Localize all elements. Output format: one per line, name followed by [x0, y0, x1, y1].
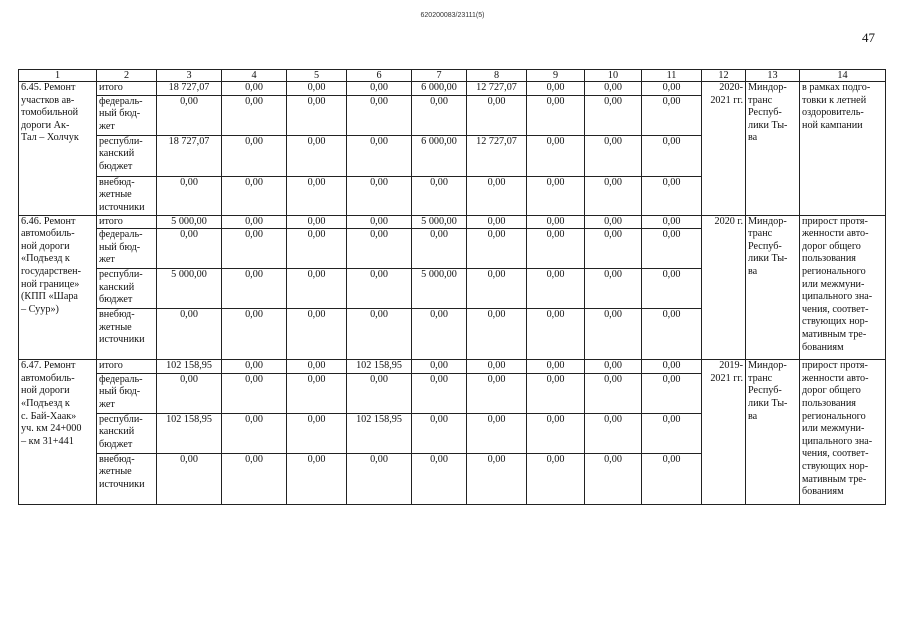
- amount-cell: 0,00: [287, 135, 347, 176]
- amount-cell: 0,00: [222, 413, 287, 453]
- implementation-period: 2019- 2021 гг.: [702, 360, 746, 505]
- amount-cell: 5 000,00: [412, 269, 467, 309]
- amount-cell: 0,00: [527, 453, 585, 504]
- column-header: 9: [527, 70, 585, 82]
- amount-cell: 0,00: [412, 309, 467, 360]
- amount-cell: 0,00: [222, 373, 287, 413]
- amount-cell: 0,00: [412, 229, 467, 269]
- amount-cell: 0,00: [467, 360, 527, 374]
- amount-cell: 0,00: [287, 95, 347, 135]
- column-header: 6: [347, 70, 412, 82]
- amount-cell: 0,00: [412, 176, 467, 215]
- amount-cell: 0,00: [347, 176, 412, 215]
- expected-result: прирост протя- женности авто- дорог общего пользования регионального или межмуни- ципального зна- чения, соответ- ствующих нор- мативным тре- бованиям: [800, 360, 886, 505]
- page-number: 47: [862, 30, 875, 45]
- amount-cell: 0,00: [157, 95, 222, 135]
- amount-cell: 0,00: [347, 135, 412, 176]
- amount-cell: 0,00: [527, 95, 585, 135]
- funding-source: республи- канский бюджет: [97, 269, 157, 309]
- amount-cell: 0,00: [585, 176, 642, 215]
- amount-cell: 0,00: [157, 373, 222, 413]
- amount-cell: 12 727,07: [467, 135, 527, 176]
- amount-cell: 5 000,00: [157, 269, 222, 309]
- amount-cell: 0,00: [467, 229, 527, 269]
- amount-cell: 0,00: [642, 309, 702, 360]
- amount-cell: 102 158,95: [157, 360, 222, 374]
- amount-cell: 5 000,00: [412, 215, 467, 229]
- amount-cell: 0,00: [467, 453, 527, 504]
- column-header: 14: [800, 70, 886, 82]
- expected-result: в рамках подго- товки к летней оздоровитель- ной кампании: [800, 82, 886, 216]
- amount-cell: 0,00: [412, 95, 467, 135]
- amount-cell: 0,00: [287, 373, 347, 413]
- amount-cell: 0,00: [347, 215, 412, 229]
- amount-cell: 5 000,00: [157, 215, 222, 229]
- amount-cell: 0,00: [585, 360, 642, 374]
- amount-cell: 0,00: [527, 229, 585, 269]
- measure-title: 6.47. Ремонт автомобиль- ной дороги «Подъезд к с. Бай-Хаак» уч. км 24+000 – км 31+441: [19, 360, 97, 505]
- measure-title: 6.45. Ремонт участков ав- томобильной дороги Ак- Тал – Холчук: [19, 82, 97, 216]
- table-row: [19, 360, 886, 374]
- amount-cell: 0,00: [642, 135, 702, 176]
- amount-cell: 0,00: [157, 176, 222, 215]
- amount-cell: 0,00: [585, 453, 642, 504]
- table-row: [19, 82, 886, 96]
- amount-cell: 0,00: [287, 309, 347, 360]
- amount-cell: 0,00: [642, 215, 702, 229]
- funding-source: федераль- ный бюд- жет: [97, 373, 157, 413]
- amount-cell: 0,00: [585, 309, 642, 360]
- amount-cell: 0,00: [347, 229, 412, 269]
- amount-cell: 0,00: [527, 413, 585, 453]
- implementation-period: 2020 г.: [702, 215, 746, 360]
- amount-cell: 0,00: [527, 373, 585, 413]
- amount-cell: 0,00: [642, 176, 702, 215]
- column-number-row: [19, 70, 886, 82]
- amount-cell: 0,00: [642, 360, 702, 374]
- amount-cell: 0,00: [287, 229, 347, 269]
- amount-cell: 0,00: [527, 309, 585, 360]
- amount-cell: 102 158,95: [157, 413, 222, 453]
- amount-cell: 0,00: [467, 215, 527, 229]
- amount-cell: 102 158,95: [347, 413, 412, 453]
- amount-cell: 0,00: [642, 413, 702, 453]
- amount-cell: 0,00: [347, 309, 412, 360]
- amount-cell: 0,00: [222, 309, 287, 360]
- amount-cell: 102 158,95: [347, 360, 412, 374]
- amount-cell: 0,00: [642, 82, 702, 96]
- amount-cell: 0,00: [222, 269, 287, 309]
- funding-source: республи- канский бюджет: [97, 413, 157, 453]
- column-header: 13: [746, 70, 800, 82]
- amount-cell: 0,00: [222, 135, 287, 176]
- amount-cell: 0,00: [585, 413, 642, 453]
- amount-cell: 0,00: [585, 95, 642, 135]
- column-header: 11: [642, 70, 702, 82]
- amount-cell: 0,00: [467, 176, 527, 215]
- column-header: 10: [585, 70, 642, 82]
- funding-source: итого: [97, 215, 157, 229]
- amount-cell: 0,00: [222, 360, 287, 374]
- amount-cell: 0,00: [287, 413, 347, 453]
- column-header: 8: [467, 70, 527, 82]
- amount-cell: 0,00: [527, 176, 585, 215]
- amount-cell: 0,00: [527, 215, 585, 229]
- amount-cell: 0,00: [527, 269, 585, 309]
- amount-cell: 0,00: [287, 215, 347, 229]
- amount-cell: 0,00: [642, 373, 702, 413]
- implementation-period: 2020- 2021 гг.: [702, 82, 746, 216]
- amount-cell: 6 000,00: [412, 135, 467, 176]
- amount-cell: 0,00: [287, 360, 347, 374]
- amount-cell: 0,00: [585, 215, 642, 229]
- amount-cell: 0,00: [412, 453, 467, 504]
- funding-source: республи- канский бюджет: [97, 135, 157, 176]
- amount-cell: 0,00: [467, 413, 527, 453]
- amount-cell: 12 727,07: [467, 82, 527, 96]
- amount-cell: 0,00: [642, 95, 702, 135]
- amount-cell: 0,00: [287, 176, 347, 215]
- amount-cell: 0,00: [467, 373, 527, 413]
- program-table: [18, 69, 886, 505]
- amount-cell: 0,00: [585, 82, 642, 96]
- amount-cell: 0,00: [642, 269, 702, 309]
- amount-cell: 0,00: [527, 135, 585, 176]
- column-header: 3: [157, 70, 222, 82]
- amount-cell: 0,00: [642, 453, 702, 504]
- amount-cell: 0,00: [585, 135, 642, 176]
- amount-cell: 0,00: [467, 269, 527, 309]
- expected-result: прирост протя- женности авто- дорог общего пользования регионального или межмуни- ципального зна- чения, соответ- ствующих нор- мативным тре- бованиям: [800, 215, 886, 360]
- funding-source: итого: [97, 360, 157, 374]
- amount-cell: 0,00: [412, 413, 467, 453]
- amount-cell: 0,00: [347, 82, 412, 96]
- amount-cell: 0,00: [347, 373, 412, 413]
- amount-cell: 0,00: [287, 82, 347, 96]
- column-header: 4: [222, 70, 287, 82]
- amount-cell: 0,00: [347, 453, 412, 504]
- funding-source: внебюд- жетные источники: [97, 176, 157, 215]
- amount-cell: 0,00: [527, 360, 585, 374]
- amount-cell: 18 727,07: [157, 82, 222, 96]
- amount-cell: 0,00: [347, 269, 412, 309]
- executor: Миндор- транс Респуб- лики Ты- ва: [746, 82, 800, 216]
- amount-cell: 0,00: [585, 373, 642, 413]
- column-header: 2: [97, 70, 157, 82]
- amount-cell: 0,00: [585, 229, 642, 269]
- amount-cell: 0,00: [412, 373, 467, 413]
- funding-source: итого: [97, 82, 157, 96]
- amount-cell: 0,00: [157, 453, 222, 504]
- measure-title: 6.46. Ремонт автомобиль- ной дороги «Подъезд к государствен- ной границе» (КПП «Шара – Суур»): [19, 215, 97, 360]
- funding-source: внебюд- жетные источники: [97, 309, 157, 360]
- amount-cell: 0,00: [222, 95, 287, 135]
- funding-source: федераль- ный бюд- жет: [97, 229, 157, 269]
- document-id: 620200083/23111(5): [420, 12, 485, 19]
- amount-cell: 0,00: [157, 309, 222, 360]
- amount-cell: 0,00: [222, 453, 287, 504]
- amount-cell: 6 000,00: [412, 82, 467, 96]
- amount-cell: 0,00: [287, 269, 347, 309]
- amount-cell: 0,00: [467, 309, 527, 360]
- funding-source: внебюд- жетные источники: [97, 453, 157, 504]
- amount-cell: 0,00: [642, 229, 702, 269]
- amount-cell: 0,00: [585, 269, 642, 309]
- amount-cell: 0,00: [347, 95, 412, 135]
- column-header: 1: [19, 70, 97, 82]
- amount-cell: 0,00: [222, 215, 287, 229]
- amount-cell: 18 727,07: [157, 135, 222, 176]
- amount-cell: 0,00: [287, 453, 347, 504]
- executor: Миндор- транс Респуб- лики Ты- ва: [746, 360, 800, 505]
- amount-cell: 0,00: [467, 95, 527, 135]
- amount-cell: 0,00: [527, 82, 585, 96]
- amount-cell: 0,00: [222, 229, 287, 269]
- amount-cell: 0,00: [412, 360, 467, 374]
- funding-source: федераль- ный бюд- жет: [97, 95, 157, 135]
- amount-cell: 0,00: [222, 82, 287, 96]
- executor: Миндор- транс Респуб- лики Ты- ва: [746, 215, 800, 360]
- amount-cell: 0,00: [157, 229, 222, 269]
- table-row: [19, 215, 886, 229]
- column-header: 5: [287, 70, 347, 82]
- column-header: 7: [412, 70, 467, 82]
- amount-cell: 0,00: [222, 176, 287, 215]
- column-header: 12: [702, 70, 746, 82]
